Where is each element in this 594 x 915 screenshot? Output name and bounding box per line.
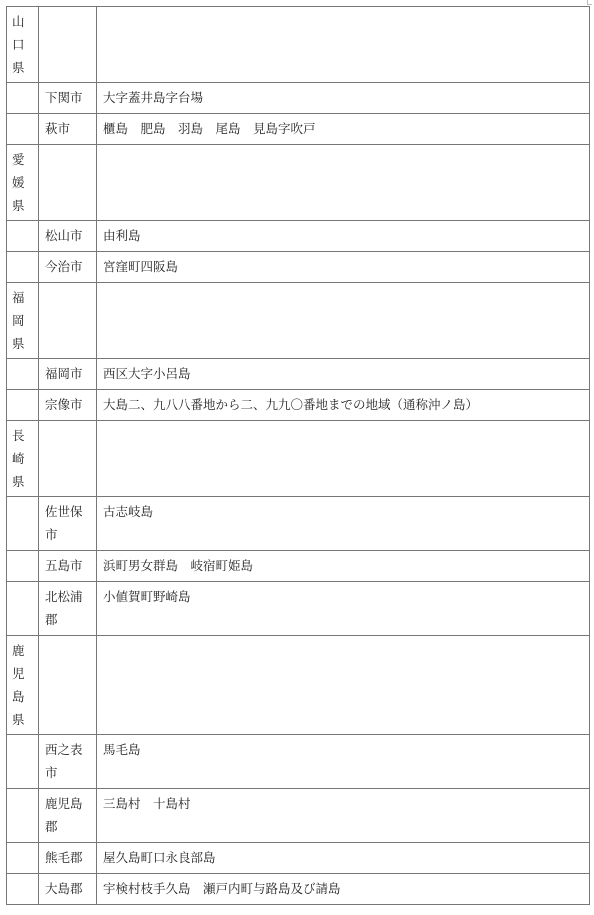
table-row bbox=[7, 390, 590, 421]
table-row bbox=[7, 252, 590, 283]
table-row bbox=[7, 582, 590, 636]
table-row bbox=[7, 843, 590, 874]
prefecture-row bbox=[7, 421, 590, 497]
city-cell: 熊毛郡 bbox=[39, 843, 97, 874]
prefecture-cell: 長 崎 県 bbox=[7, 421, 39, 497]
table-row bbox=[7, 221, 590, 252]
corner-mark bbox=[587, 0, 592, 5]
table-row bbox=[7, 551, 590, 582]
island-table bbox=[6, 6, 590, 905]
prefecture-row bbox=[7, 283, 590, 359]
table-row bbox=[7, 497, 590, 551]
city-cell: 五島市 bbox=[39, 551, 97, 582]
empty-cell bbox=[97, 145, 590, 221]
places-cell: 屋久島町口永良部島 bbox=[97, 843, 590, 874]
empty-cell bbox=[7, 582, 39, 636]
prefecture-row bbox=[7, 636, 590, 735]
empty-cell bbox=[97, 283, 590, 359]
places-cell: 大字蓋井島字台場 bbox=[97, 83, 590, 114]
city-cell: 鹿児島 郡 bbox=[39, 789, 97, 843]
city-cell: 大島郡 bbox=[39, 874, 97, 905]
empty-cell bbox=[39, 283, 97, 359]
city-cell: 宗像市 bbox=[39, 390, 97, 421]
places-cell: 西区大字小呂島 bbox=[97, 359, 590, 390]
places-cell: 由利島 bbox=[97, 221, 590, 252]
city-cell: 松山市 bbox=[39, 221, 97, 252]
city-cell: 下関市 bbox=[39, 83, 97, 114]
empty-cell bbox=[97, 636, 590, 735]
city-cell: 今治市 bbox=[39, 252, 97, 283]
city-cell: 佐世保 市 bbox=[39, 497, 97, 551]
empty-cell bbox=[7, 359, 39, 390]
empty-cell bbox=[7, 221, 39, 252]
table-row bbox=[7, 735, 590, 789]
empty-cell bbox=[7, 114, 39, 145]
table-row bbox=[7, 359, 590, 390]
empty-cell bbox=[97, 7, 590, 83]
empty-cell bbox=[7, 83, 39, 114]
empty-cell bbox=[39, 636, 97, 735]
empty-cell bbox=[7, 874, 39, 905]
empty-cell bbox=[7, 252, 39, 283]
prefecture-cell: 山 口 県 bbox=[7, 7, 39, 83]
empty-cell bbox=[7, 843, 39, 874]
empty-cell bbox=[7, 551, 39, 582]
places-cell: 浜町男女群島 岐宿町姫島 bbox=[97, 551, 590, 582]
places-cell: 宮窪町四阪島 bbox=[97, 252, 590, 283]
places-cell: 馬毛島 bbox=[97, 735, 590, 789]
prefecture-cell: 鹿 児 島 県 bbox=[7, 636, 39, 735]
prefecture-cell: 福 岡 県 bbox=[7, 283, 39, 359]
city-cell: 西之表 市 bbox=[39, 735, 97, 789]
city-cell: 北松浦 郡 bbox=[39, 582, 97, 636]
places-cell: 大島二、九八八番地から二、九九〇番地までの地域（通称沖ノ島） bbox=[97, 390, 590, 421]
empty-cell bbox=[39, 7, 97, 83]
places-cell: 櫃島 肥島 羽島 尾島 見島字吹戸 bbox=[97, 114, 590, 145]
prefecture-cell: 愛 媛 県 bbox=[7, 145, 39, 221]
places-cell: 古志岐島 bbox=[97, 497, 590, 551]
prefecture-row bbox=[7, 145, 590, 221]
city-cell: 福岡市 bbox=[39, 359, 97, 390]
empty-cell bbox=[7, 735, 39, 789]
empty-cell bbox=[97, 421, 590, 497]
city-cell: 萩市 bbox=[39, 114, 97, 145]
table-row bbox=[7, 83, 590, 114]
empty-cell bbox=[7, 497, 39, 551]
empty-cell bbox=[7, 390, 39, 421]
empty-cell bbox=[39, 421, 97, 497]
empty-cell bbox=[39, 145, 97, 221]
table-row bbox=[7, 789, 590, 843]
empty-cell bbox=[7, 789, 39, 843]
prefecture-row bbox=[7, 7, 590, 83]
table-row bbox=[7, 874, 590, 905]
places-cell: 小値賀町野崎島 bbox=[97, 582, 590, 636]
table-row bbox=[7, 114, 590, 145]
places-cell: 三島村 十島村 bbox=[97, 789, 590, 843]
places-cell: 宇検村枝手久島 瀬戸内町与路島及び請島 bbox=[97, 874, 590, 905]
